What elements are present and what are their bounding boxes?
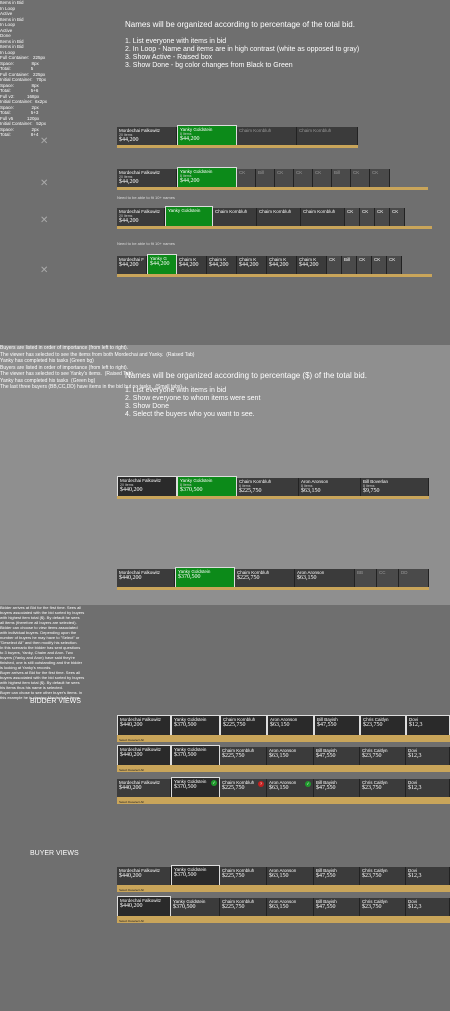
spec-item: 1. List everyone with items in bid <box>125 38 227 45</box>
buyer-tab-bar <box>117 715 450 735</box>
spec-item: 2. In Loop - Name and items are in high contrast (white as opposed to gray) <box>125 46 360 53</box>
buyer-tab-small[interactable]: CK <box>375 208 390 226</box>
spec-item: 1. List everyone with items in bid <box>125 387 227 394</box>
buyer-tab-selected[interactable]: Yanky Goldstein $370,500 ✓ <box>171 777 220 797</box>
section-percentage-spec <box>0 345 450 605</box>
buyer-tab-selected[interactable]: Dovi $12,3 <box>406 715 450 735</box>
buyer-tab[interactable]: Bill Boverlan 8 Items $9,750 <box>361 478 429 496</box>
buyer-tab[interactable]: Aron Aronson $63,150 <box>295 569 355 587</box>
close-icon[interactable]: ✕ <box>40 178 49 189</box>
spec-item: 2. Show everyone to whom items were sent <box>125 395 261 402</box>
buyer-tab[interactable]: Chaim Kornbluh <box>213 208 257 226</box>
description: Buyers are listed in order of importance (from left to right). The viewer has selected to see the items from both Mordechai and Yanky. (Raised Tab) Yanky has completed his tasks (Green bg) <box>0 345 195 364</box>
buyer-tab-small[interactable]: DD <box>399 569 429 587</box>
select-toolbar[interactable]: Select Deselect All <box>117 888 450 892</box>
buyer-tab[interactable]: Chaim Kornbluh <box>301 208 345 226</box>
buyer-tab-small[interactable]: CK <box>327 256 342 274</box>
close-icon[interactable]: ✕ <box>40 136 49 147</box>
buyer-tab[interactable]: Aron Aronson $63,150 <box>267 867 314 885</box>
select-toolbar[interactable]: Select Deselect All <box>117 919 450 923</box>
buyer-tab[interactable]: Chaim Kornbluh 8 Items $225,750 <box>237 478 299 496</box>
buyer-tab[interactable]: Dovi $12,3 <box>406 779 450 797</box>
buyer-tab[interactable]: Chaim Kornbluh $225,750 <box>220 747 267 765</box>
spec-dimensions: Full Container: 225px Space: 8px Total: 5 <box>0 55 46 71</box>
description: Bidder arrives at Bid for the first time. Sees all buyers associated with the bid sorted by buyers with highest item total ($). By default he sees all items (therefore all buyers are selected). <box>0 605 85 625</box>
buyer-tab[interactable]: Chris Caitlyn $23,750 <box>360 867 406 885</box>
buyer-tab-selected[interactable]: Yanky Goldstein $370,500 <box>171 865 220 885</box>
buyer-tab[interactable]: Chaim Kornbluh <box>237 127 297 145</box>
spec-dimensions: Full v2: 168px Initial Container: 6x2px Space: 2px Total: 5+3 <box>0 93 48 115</box>
buyer-tab-small[interactable]: CK <box>313 169 332 187</box>
buyer-tab[interactable]: Chaim Kornbluh $225,750 <box>235 569 295 587</box>
buyer-tab-selected[interactable]: Aron Aronson $63,150 <box>267 715 314 735</box>
buyer-tab[interactable]: Dovi $12,3 <box>406 867 450 885</box>
buyer-tab-bar <box>117 896 450 916</box>
buyer-tab-bar <box>117 125 358 145</box>
buyer-tab-bar <box>117 567 429 587</box>
note: Need to be able to fit 10+ names <box>117 241 175 246</box>
buyer-tab[interactable]: Bill Bayish $47,550 <box>314 747 360 765</box>
buyer-tab-active[interactable]: Yanky Goldstein 8 Items $44,200 <box>177 167 237 187</box>
buyer-tab-selected[interactable]: Yanky Goldstein 8 Items $370,500 <box>177 476 237 496</box>
buyer-tab-small[interactable]: CK <box>372 256 387 274</box>
buyer-tab[interactable]: Aron Aronson $63,150 <box>267 898 314 916</box>
buyer-views-title: BUYER VIEWS <box>30 850 79 857</box>
buyer-tab-small[interactable]: BB <box>355 569 377 587</box>
buyer-tab-small[interactable]: CC <box>377 569 399 587</box>
buyer-tab-bar <box>117 777 450 797</box>
buyer-tab-selected[interactable]: Mordechai Falkowitz $440,200 <box>117 745 171 765</box>
buyer-tab-small[interactable]: CK <box>275 169 294 187</box>
buyer-tab-selected[interactable]: Chaim Kornbluh $225,750 <box>220 715 267 735</box>
buyer-tab-small[interactable]: CK <box>237 169 256 187</box>
buyer-tab-selected[interactable]: Yanky Goldstein $370,500 <box>171 715 220 735</box>
description: In this scenario the bidder has sent questions to 3 buyers, Yanky, Chaim and Aron. Two buyers (Yanky and Aron) have said they're finished, one is still outstanding and the bidder is looking at Yanky's records. <box>0 645 83 670</box>
note: Need to be able to fit 10+ names <box>117 195 175 200</box>
buyer-tab-small[interactable]: Bill <box>332 169 351 187</box>
spec-item: 3. Show Done - bg color changes from Black to Green <box>125 62 293 69</box>
buyer-tab-small[interactable]: Bill <box>342 256 357 274</box>
question-icon: ? <box>259 781 263 786</box>
buyer-tab[interactable]: Aron Aronson $63,150 <box>267 747 314 765</box>
buyer-tab-bar <box>117 167 428 187</box>
buyer-tab-selected[interactable]: Mordechai Falkowitz $440,200 <box>117 896 171 916</box>
legend-label: Items in Bid <box>0 38 24 44</box>
buyer-tab[interactable]: Chaim Kornbluh $225,750 ? <box>220 779 267 797</box>
buyer-tab-small[interactable]: CK <box>390 208 405 226</box>
buyer-tab-small[interactable]: CK <box>351 169 370 187</box>
buyer-tab[interactable]: Chaim Kornbluh $225,750 <box>220 867 267 885</box>
buyer-tab-selected[interactable]: Mordechai Falkowitz $440,200 <box>117 715 171 735</box>
close-icon[interactable]: ✕ <box>40 215 49 226</box>
buyer-tab-small[interactable]: CK <box>387 256 402 274</box>
buyer-tab[interactable]: Chaim Kornbluh $225,750 <box>220 898 267 916</box>
buyer-tab[interactable]: Aron Aronson $63,150 ✓ <box>267 779 314 797</box>
buyer-tab[interactable]: Chris Caitlyn $23,750 <box>360 747 406 765</box>
buyer-tab-small[interactable]: CK <box>360 208 375 226</box>
buyer-tab-small[interactable]: CK <box>357 256 372 274</box>
buyer-tab-selected[interactable]: Mordechai Falkowitz 20 Items $440,200 <box>117 476 177 496</box>
description: Buyers are listed in order of importance (from left to right). The viewer has selected to see Yanky's items. (Raised Tab) Yanky has completed his tasks (Green bg) The last three buyers (BB,CC,DD) have items in the bid but no tasks. (Small tabs) <box>0 364 183 390</box>
buyer-tab[interactable]: Mordechai Falkowitz $440,200 <box>117 867 171 885</box>
buyer-tab-bar <box>117 476 429 496</box>
buyer-tab-small[interactable]: CK <box>345 208 360 226</box>
buyer-tab-bar <box>117 865 450 885</box>
buyer-tab[interactable]: Mordechai Falkowitz 20 Items $44,200 <box>117 127 177 145</box>
buyer-tab[interactable]: Mordechai Falkowitz 20 Items $44,200 <box>117 169 177 187</box>
buyer-tab[interactable]: Chris Caitlyn $23,750 <box>360 779 406 797</box>
buyer-tab[interactable]: Bill Bayish $47,550 <box>314 867 360 885</box>
buyer-tab[interactable]: Chaim Kornbluh <box>257 208 301 226</box>
legend-label: Items in Bid In Loop Active Done <box>0 16 24 38</box>
buyer-tab-bar <box>117 254 432 274</box>
buyer-tab[interactable]: Chaim K $44,200 <box>237 256 267 274</box>
spec-item: 3. Show Active - Raised box <box>125 54 213 61</box>
buyer-tab[interactable]: Bill Bayish $47,550 <box>314 898 360 916</box>
buyer-tab-bar <box>117 745 450 765</box>
buyer-tab[interactable]: Dovi $12,3 <box>406 898 450 916</box>
buyer-tab[interactable]: Mordechai F $44,200 <box>117 256 147 274</box>
buyer-tab[interactable]: Chaim K $44,200 <box>297 256 327 274</box>
buyer-tab[interactable]: Chaim K $44,200 <box>177 256 207 274</box>
buyer-tab[interactable]: Mordechai Falkowitz 20 Items $44,200 <box>117 208 165 226</box>
section-views <box>0 605 450 1011</box>
section-title: Names will be organized according to percentage of the total bid. <box>125 20 355 29</box>
buyer-tab[interactable]: Dovi $12,3 <box>406 747 450 765</box>
buyer-tab[interactable]: Mordechai Falkowitz $440,200 <box>117 569 175 587</box>
buyer-tab-active[interactable]: Yanky Goldstein <box>165 206 213 226</box>
close-icon[interactable]: ✕ <box>40 265 49 276</box>
check-icon: ✓ <box>212 780 216 785</box>
select-toolbar[interactable]: Select Deselect All <box>117 738 450 742</box>
spec-item: 4. Select the buyers who you want to see. <box>125 411 255 418</box>
description: Buyer arrives at Bid for the first time. Sees all buyers associated with the bid sorted by buyers with highest item total ($). By default he sees his items thus his name is selected. <box>0 670 85 690</box>
legend-label: Items in Bid In Loop <box>0 44 24 55</box>
spec-dimensions: Full v5 120px Initial Container: 52px Space: 2px Total: 8+4 <box>0 115 47 137</box>
buyer-tab[interactable]: Yanky Goldstein $370,500 <box>171 898 220 916</box>
buyer-tab[interactable]: Chaim K $44,200 <box>267 256 297 274</box>
buyer-tab-selected[interactable]: Yanky Goldstein $370,500 <box>175 567 235 587</box>
buyer-tab-small[interactable]: Bill <box>256 169 275 187</box>
check-icon: ✓ <box>306 781 310 786</box>
select-toolbar[interactable]: Select Deselect All <box>117 768 450 772</box>
bidder-views-title: BIDDER VIEWS <box>30 698 81 705</box>
buyer-tab-small[interactable]: CK <box>294 169 313 187</box>
legend-label: Items in Bid In Loop Active <box>0 0 24 16</box>
buyer-tab-selected[interactable]: Yanky Goldstein $370,500 <box>171 745 220 765</box>
buyer-tab-selected[interactable]: Bill Bayish $47,550 <box>314 715 360 735</box>
buyer-tab[interactable]: Chris Caitlyn $23,750 <box>360 898 406 916</box>
spec-item: 3. Show Done <box>125 403 169 410</box>
section-loop-spec <box>0 0 450 345</box>
buyer-tab-bar <box>117 206 432 226</box>
buyer-tab-active[interactable]: Yanky Goldstein 8 Items $44,200 <box>177 125 237 145</box>
buyer-tab[interactable]: Bill Bayish $47,550 <box>314 779 360 797</box>
buyer-tab[interactable]: Chaim K $44,200 <box>207 256 237 274</box>
buyer-tab[interactable]: Aron Aronson 8 Items $63,150 <box>299 478 361 496</box>
buyer-tab-small[interactable]: CK <box>370 169 390 187</box>
buyer-tab[interactable]: Chaim Kornbluh <box>297 127 358 145</box>
description: Bidder can choose to view items associated with individual buyers. Depending upon the number of buyers he may have to "Select" or "Deselect All" and then modify his selection. <box>0 625 80 645</box>
section-title: Names will be organized according to percentage ($) of the total bid. <box>125 371 367 380</box>
buyer-tab-selected[interactable]: Chris Caitlyn $23,750 <box>360 715 406 735</box>
buyer-tab-active[interactable]: Yanky G $44,200 <box>147 254 177 274</box>
spec-dimensions: Full Container: 225px Initial Container: 70px Space: 8px Total: 5+6 <box>0 71 47 93</box>
description: Buyer can chose to see other buyer's items. In this example he is viewing Mordechai's items. <box>0 690 83 700</box>
select-toolbar[interactable]: Select Deselect All <box>117 800 450 804</box>
buyer-tab[interactable]: Mordechai Falkowitz $440,200 <box>117 779 171 797</box>
